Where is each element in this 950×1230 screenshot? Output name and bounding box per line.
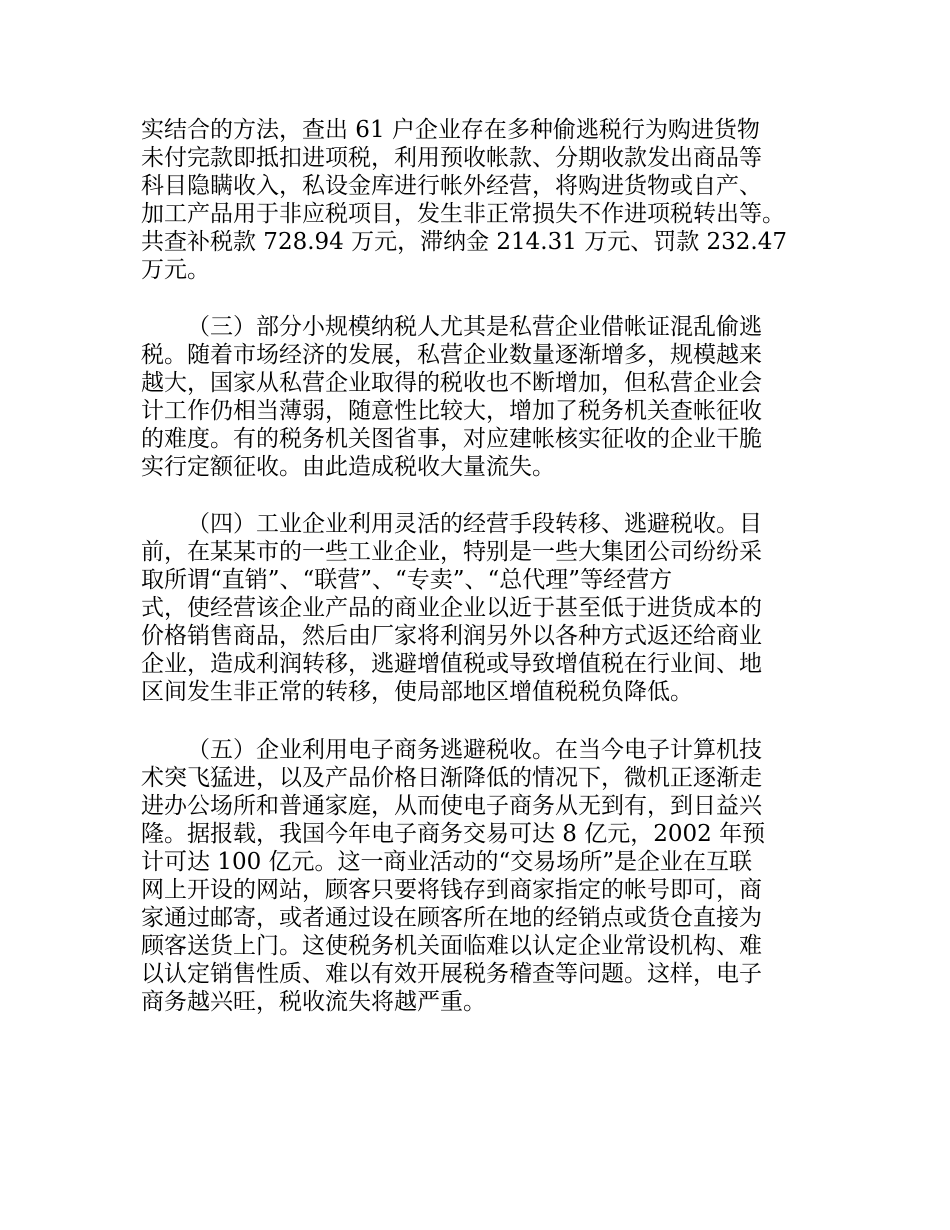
text-line: 价格销售商品，然后由厂家将利润另外以各种方式返还给商业 (141, 623, 762, 649)
text-line: 商务越兴旺，税收流失将越严重。 (141, 989, 486, 1015)
text-line: 未付完款即抵扣进项税，利用预收帐款、分期收款发出商品等 (141, 145, 762, 171)
text-line: 共查补税款 728.94 万元，滞纳金 214.31 万元、罚款 232.47 (141, 229, 787, 255)
text-line: 的难度。有的税务机关图省事，对应建帐核实征收的企业干脆 (141, 426, 762, 452)
paragraph-section-four (141, 510, 831, 706)
text-line: 加工产品用于非应税项目，发生非正常损失不作进项税转出等。 (141, 201, 785, 227)
text-line: 企业，造成利润转移，逃避增值税或导致增值税在行业间、地 (141, 651, 762, 677)
text-line: （三）部分小规模纳税人尤其是私营企业借帐证混乱偷逃 (187, 314, 762, 340)
text-line: 万元。 (141, 257, 210, 283)
text-line: 家通过邮寄，或者通过设在顾客所在地的经销点或货仓直接为 (141, 905, 762, 931)
text-line: 式，使经营该企业产品的商业企业以近于甚至低于进货成本的 (141, 595, 762, 621)
text-line: 取所谓“直销”、“联营”、“专卖”、“总代理”等经营方 (141, 567, 673, 593)
text-line: 隆。据报载，我国今年电子商务交易可达 8 亿元，2002 年预 (141, 821, 766, 847)
text-line: 术突飞猛进，以及产品价格日渐降低的情况下，微机正逐渐走 (141, 765, 762, 791)
paragraph-section-five (141, 736, 831, 1016)
text-line: 前，在某某市的一些工业企业，特别是一些大集团公司纷纷采 (141, 539, 762, 565)
text-line: 税。随着市场经济的发展，私营企业数量逐渐增多，规模越来 (141, 342, 762, 368)
text-line: 区间发生非正常的转移，使局部地区增值税税负降低。 (141, 679, 693, 705)
text-line: 计工作仍相当薄弱，随意性比较大，增加了税务机关查帐征收 (141, 398, 762, 424)
text-line: 进办公场所和普通家庭，从而使电子商务从无到有，到日益兴 (141, 793, 762, 819)
text-line: 以认定销售性质、难以有效开展税务稽查等问题。这样，电子 (141, 961, 762, 987)
text-line: 实行定额征收。由此造成税收大量流失。 (141, 454, 555, 480)
text-line: 顾客送货上门。这使税务机关面临难以认定企业常设机构、难 (141, 933, 762, 959)
text-line: 网上开设的网站，顾客只要将钱存到商家指定的帐号即可，商 (141, 877, 762, 903)
text-line: 实结合的方法，查出 61 户企业存在多种偷逃税行为购进货物 (141, 117, 760, 143)
text-line: （四）工业企业利用灵活的经营手段转移、逃避税收。目 (187, 511, 762, 537)
text-line: 越大，国家从私营企业取得的税收也不断增加，但私营企业会 (141, 370, 762, 396)
text-line: 计可达 100 亿元。这一商业活动的“交易场所”是企业在互联 (141, 849, 753, 875)
text-line: （五）企业利用电子商务逃避税收。在当今电子计算机技 (187, 737, 762, 763)
paragraph-continuation (141, 116, 831, 284)
paragraph-section-three (141, 313, 831, 481)
text-line: 科目隐瞒收入，私设金库进行帐外经营，将购进货物或自产、 (141, 173, 762, 199)
